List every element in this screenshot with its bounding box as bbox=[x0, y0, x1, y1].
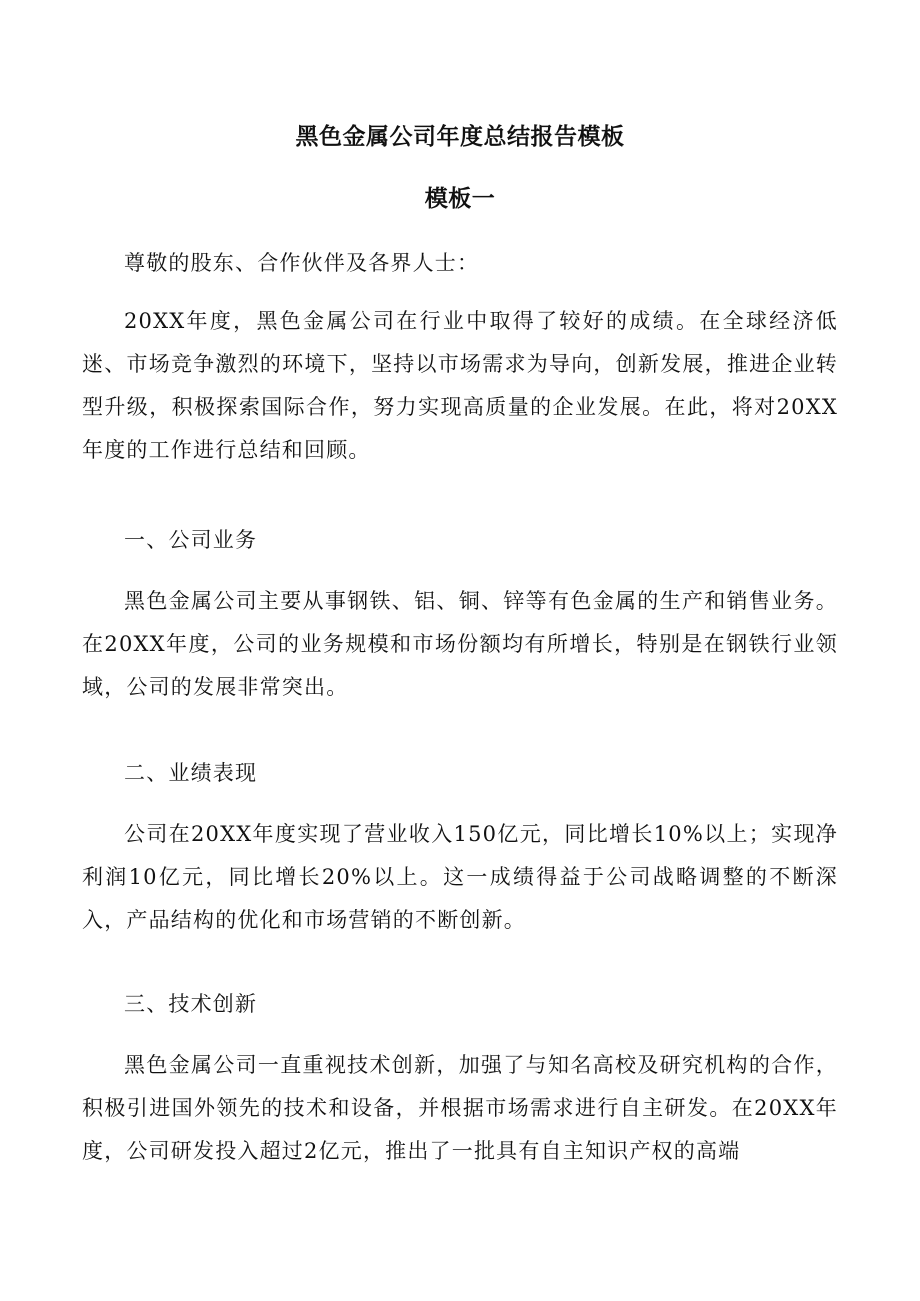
document-title: 黑色金属公司年度总结报告模板 bbox=[295, 124, 625, 150]
section-heading-technology: 三、技术创新 bbox=[124, 992, 258, 1016]
intro-paragraph: 20XX年度，黑色金属公司在行业中取得了较好的成绩。在全球经济低迷、市场竞争激烈的环境下，坚持以市场需求为导向，创新发展，推进企业转型升级，积极探索国际合作，努力实现高质量的企业发展。在此，将对20XX年度的工作进行总结和回顾。 bbox=[82, 309, 838, 462]
section-body-performance: 公司在20XX年度实现了营业收入150亿元，同比增长10%以上；实现净利润10亿元，同比增长20%以上。这一成绩得益于公司战略调整的不断深入，产品结构的优化和市场营销的不断创新。 bbox=[82, 822, 838, 932]
section-heading-performance: 二、业绩表现 bbox=[124, 761, 258, 785]
section-body-technology: 黑色金属公司一直重视技术创新，加强了与知名高校及研究机构的合作，积极引进国外领先的技术和设备，并根据市场需求进行自主研发。在20XX年度，公司研发投入超过2亿元，推出了一批具有自主知识产权的高端 bbox=[82, 1053, 838, 1163]
document-subtitle: 模板一 bbox=[424, 186, 496, 212]
salutation: 尊敬的股东、合作伙伴及各界人士： bbox=[124, 251, 480, 275]
section-body-business: 黑色金属公司主要从事钢铁、铝、铜、锌等有色金属的生产和销售业务。在20XX年度，公司的业务规模和市场份额均有所增长，特别是在钢铁行业领域，公司的发展非常突出。 bbox=[82, 589, 838, 699]
section-heading-business: 一、公司业务 bbox=[124, 528, 258, 552]
